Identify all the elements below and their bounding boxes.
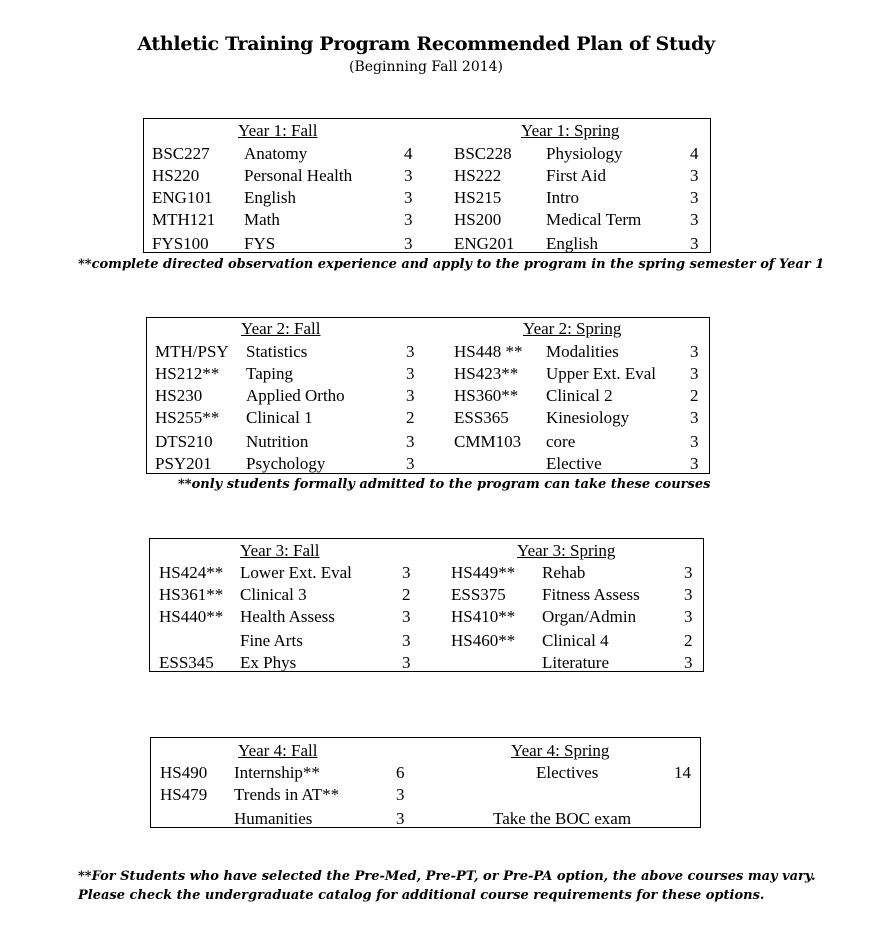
course-name: Psychology (246, 454, 326, 473)
course-code: HS424** (159, 563, 224, 582)
course-name: Humanities (234, 809, 313, 828)
course-code: HS490 (160, 763, 208, 782)
course-credits: 3 (396, 785, 405, 804)
course-code: HS222 (454, 166, 502, 185)
course-credits: 2 (406, 408, 415, 427)
course-credits: 3 (684, 653, 693, 672)
course-credits: 3 (684, 607, 693, 626)
course-credits: 3 (684, 563, 693, 582)
course-credits: 3 (406, 364, 415, 383)
course-name: Lower Ext. Eval (240, 563, 352, 582)
course-credits: 6 (396, 763, 405, 782)
course-name: Internship** (234, 763, 320, 782)
course-credits: 4 (690, 144, 699, 163)
course-name: Clinical 3 (240, 585, 307, 604)
course-name: Health Assess (240, 607, 335, 626)
course-code: HS230 (155, 386, 203, 405)
course-name: Clinical 1 (246, 408, 313, 427)
course-name: Kinesiology (546, 408, 630, 427)
course-code: HS360** (454, 386, 519, 405)
course-name: English (244, 188, 296, 207)
course-name: Trends in AT** (234, 785, 340, 804)
course-name: Literature (542, 653, 610, 672)
course-credits: 3 (402, 563, 411, 582)
year-4-fall-header: Year 4: Fall (238, 741, 318, 760)
course-credits: 3 (690, 408, 699, 427)
course-code: HS410** (451, 607, 516, 626)
course-credits: 3 (402, 653, 411, 672)
page-subtitle: (Beginning Fall 2014) (348, 59, 504, 75)
course-name: Clinical 4 (542, 631, 609, 650)
course-name: Clinical 2 (546, 386, 613, 405)
year-2-fall-header: Year 2: Fall (241, 319, 321, 338)
course-name: Nutrition (246, 432, 309, 451)
year-4-spring-header: Year 4: Spring (511, 741, 610, 760)
year-2-spring-header: Year 2: Spring (523, 319, 622, 338)
course-credits: 3 (402, 607, 411, 626)
electives-label: Electives (536, 763, 599, 782)
course-code: MTH121 (152, 210, 216, 229)
course-credits: 2 (402, 585, 411, 604)
year-3-fall-header: Year 3: Fall (240, 541, 320, 560)
year-1-fall-header: Year 1: Fall (238, 121, 318, 140)
course-code: ESS365 (454, 408, 509, 427)
course-name: Applied Ortho (246, 386, 345, 405)
course-credits: 3 (406, 432, 415, 451)
year-2-box (146, 317, 710, 474)
course-name: Upper Ext. Eval (546, 364, 656, 383)
course-name: Math (244, 210, 280, 229)
course-credits: 3 (690, 432, 699, 451)
course-code: ENG101 (152, 188, 213, 207)
course-name: Physiology (546, 144, 623, 163)
course-name: Medical Term (546, 210, 642, 229)
course-code: PSY201 (155, 454, 212, 473)
course-code: HS449** (451, 563, 516, 582)
boc-exam-text: Take the BOC exam (493, 809, 632, 828)
course-credits: 3 (404, 210, 413, 229)
course-name: FYS (244, 234, 276, 253)
course-name: Rehab (542, 563, 586, 582)
course-name: Fitness Assess (542, 585, 640, 604)
course-code: ESS345 (159, 653, 214, 672)
course-code: BSC227 (152, 144, 210, 163)
year-2-note: **only students formally admitted to the program can take these courses (178, 477, 711, 492)
course-name: Elective (546, 454, 602, 473)
year-3-box (149, 538, 704, 672)
course-name: Anatomy (244, 144, 308, 163)
course-name: Organ/Admin (542, 607, 637, 626)
course-code: HS255** (155, 408, 220, 427)
course-credits: 3 (396, 809, 405, 828)
course-credits: 2 (690, 386, 699, 405)
course-credits: 3 (690, 364, 699, 383)
footer-note-1: **For Students who have selected the Pre-Med, Pre-PT, or Pre-PA option, the above courses may vary. (78, 869, 816, 884)
course-name: Ex Phys (240, 653, 297, 672)
course-name: English (546, 234, 598, 253)
course-code: CMM103 (454, 432, 522, 451)
page-title: Athletic Training Program Recommended Plan of Study (137, 33, 715, 55)
course-credits: 2 (684, 631, 693, 650)
course-name: core (546, 432, 576, 451)
course-code: HS440** (159, 607, 224, 626)
course-code: DTS210 (155, 432, 213, 451)
course-code: HS361** (159, 585, 224, 604)
course-credits: 3 (690, 234, 699, 253)
course-credits: 3 (404, 188, 413, 207)
course-code: ESS375 (451, 585, 506, 604)
course-name: Statistics (246, 342, 308, 361)
course-credits: 3 (406, 454, 415, 473)
course-code: HS448 ** (454, 342, 523, 361)
course-code: HS212** (155, 364, 220, 383)
course-code: HS215 (454, 188, 502, 207)
course-credits: 3 (406, 386, 415, 405)
course-code: HS460** (451, 631, 516, 650)
course-credits: 3 (690, 342, 699, 361)
course-code: HS423** (454, 364, 519, 383)
course-credits: 3 (684, 585, 693, 604)
course-credits: 3 (690, 188, 699, 207)
course-credits: 3 (404, 166, 413, 185)
course-code: HS479 (160, 785, 208, 804)
course-credits: 4 (404, 144, 413, 163)
course-credits: 3 (690, 454, 699, 473)
course-credits: 3 (402, 631, 411, 650)
year-1-box (143, 118, 711, 253)
footer-note-2: Please check the undergraduate catalog for additional course requirements for these options. (78, 888, 765, 903)
course-name: Personal Health (244, 166, 353, 185)
course-code: FYS100 (152, 234, 209, 253)
course-code: MTH/PSY (155, 342, 229, 361)
course-credits: 3 (404, 234, 413, 253)
electives-credits: 14 (674, 763, 691, 782)
course-credits: 3 (406, 342, 415, 361)
course-code: BSC228 (454, 144, 512, 163)
year-1-spring-header: Year 1: Spring (521, 121, 620, 140)
course-code: HS220 (152, 166, 200, 185)
course-name: Intro (546, 188, 580, 207)
course-name: Fine Arts (240, 631, 303, 650)
course-name: First Aid (546, 166, 606, 185)
course-credits: 3 (690, 210, 699, 229)
year-3-spring-header: Year 3: Spring (517, 541, 616, 560)
course-credits: 3 (690, 166, 699, 185)
course-code: HS200 (454, 210, 502, 229)
course-code: ENG201 (454, 234, 515, 253)
year-1-note: **complete directed observation experience and apply to the program in the spring semester of Year 1 (78, 257, 825, 272)
course-name: Modalities (546, 342, 619, 361)
course-name: Taping (246, 364, 293, 383)
